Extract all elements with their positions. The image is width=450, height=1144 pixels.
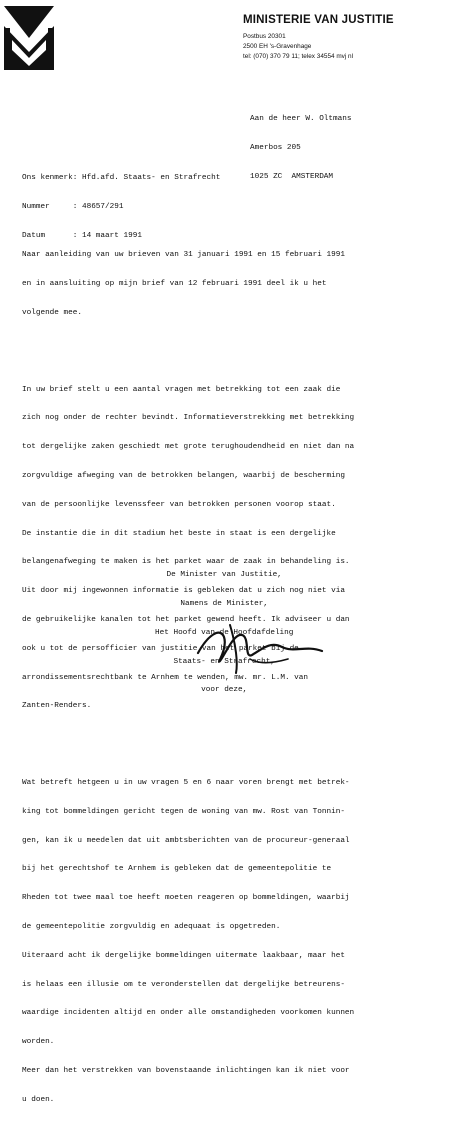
text-line: en in aansluiting op mijn brief van 12 februari 1991 deel ik u het <box>22 280 327 289</box>
text-line: de gebruikelijke kanalen tot het parket gewend heeft. Ik adviseer u dan <box>22 615 350 624</box>
text-line: tot dergelijke zaken geschiedt met grote terughoudendheid en niet dan na <box>22 443 355 452</box>
text-line: De instantie die in dit stadium het beste in staat is een dergelijke <box>22 529 336 538</box>
text-line: waardige incidenten altijd en onder alle omstandigheden voorkomen kunnen <box>22 1009 355 1018</box>
text-line: Meer dan het verstrekken van bovenstaande inlichtingen kan ik niet voor <box>22 1066 350 1075</box>
text-line: de gemeentepolitie zorgvuldig en adequaat is opgetreden. <box>22 922 281 931</box>
text-line: king tot bommeldingen gericht tegen de woning van mw. Rost van Tonnin- <box>22 807 345 816</box>
text-line: In uw brief stelt u een aantal vragen met betrekking tot een zaak die <box>22 385 341 394</box>
text-line: u doen. <box>22 1095 55 1104</box>
paragraph <box>22 760 354 1125</box>
paragraph <box>22 232 354 338</box>
text-line: belangenafweging te maken is het parket waar de zaak in behandeling is. <box>22 558 350 567</box>
reference-line: Nummer : 48657/291 <box>22 202 124 211</box>
text-line: Uiteraard acht ik dergelijke bommeldingen uitermate laakbaar, maar het <box>22 951 345 960</box>
handwritten-signature-icon <box>190 615 330 675</box>
closing-line: De Minister van Justitie, <box>166 571 282 580</box>
ministry-header <box>243 14 443 62</box>
ministry-logo-icon <box>4 6 54 70</box>
phone-telex: tel: (070) 370 79 11; telex 34554 mvj nl <box>243 53 354 60</box>
text-line: zich nog onder de rechter bevindt. Informatieverstrekking met betrekking <box>22 414 355 423</box>
closing-line: Het Hoofd van de Hoofdafdeling <box>155 628 294 637</box>
text-line: bij het gerechtshof te Arnhem is gebleken dat de gemeentepolitie te <box>22 865 332 874</box>
text-line: Uit door mij ingewonnen informatie is gebleken dat u zich nog niet via <box>22 587 345 596</box>
postbus: Postbus 20301 <box>243 33 286 40</box>
text-line: is helaas een illusie om te veronderstellen dat dergelijke betreurens- <box>22 980 345 989</box>
closing-line: voor deze, <box>201 686 248 695</box>
text-line: van de persoonlijke levenssfeer van betrokken personen voorop staat. <box>22 500 336 509</box>
recipient-address <box>250 96 352 202</box>
text-line: Naar aanleiding van uw brieven van 31 januari 1991 en 15 februari 1991 <box>22 251 345 260</box>
text-line: arrondissementsrechtbank te Arnhem te wenden, mw. mr. L.M. van <box>22 673 309 682</box>
closing-line: Namens de Minister, <box>180 599 269 608</box>
reference-line: Datum : 14 maart 1991 <box>22 231 142 240</box>
text-line: worden. <box>22 1038 55 1047</box>
reference-line: Ons kenmerk: Hfd.afd. Staats- en Strafrecht <box>22 174 221 183</box>
text-line: gen, kan ik u meedelen dat uit ambtsberichten van de procureur-generaal <box>22 836 350 845</box>
text-line: Zanten-Renders. <box>22 702 92 711</box>
address-line: 1025 ZC AMSTERDAM <box>250 172 334 181</box>
ministry-name: MINISTERIE VAN JUSTITIE <box>243 14 394 26</box>
closing-line: Staats- en Strafrecht, <box>173 657 275 666</box>
text-line: ook u tot de persofficier van justitie van het parket bij de <box>22 644 299 653</box>
text-line: Rheden tot twee maal toe heeft moeten reageren op bommeldingen, waarbij <box>22 894 350 903</box>
address-line: Amerbos 205 <box>250 143 301 152</box>
text-line: volgende mee. <box>22 308 82 317</box>
text-line: zorgvuldige afweging van de betrokken belangen, waarbij de bescherming <box>22 472 345 481</box>
postcode-city: 2500 EH 's-Gravenhage <box>243 43 312 50</box>
address-line: Aan de heer W. Oltmans <box>250 115 352 124</box>
text-line: Wat betreft hetgeen u in uw vragen 5 en 6 naar voren brengt met betrek- <box>22 779 350 788</box>
